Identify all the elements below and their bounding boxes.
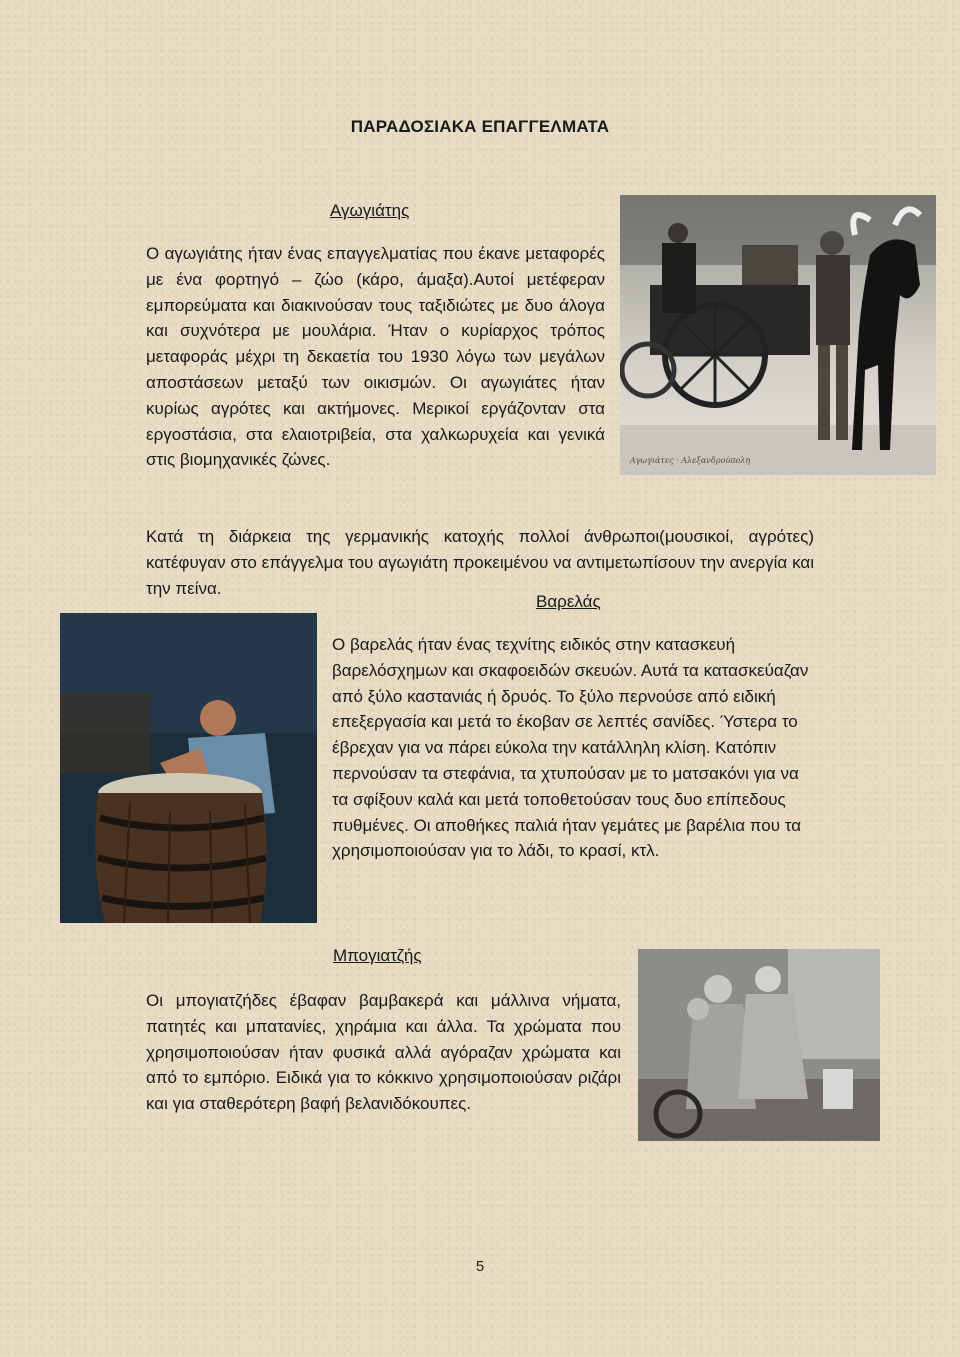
section-heading-varelas: Βαρελάς [536, 592, 601, 611]
cart-photo-caption: Αγωγιάτες · Αλεξανδρούπολη [630, 456, 751, 465]
section-heading-bogiatzis: Μπογιατζής [333, 946, 422, 965]
page-number: 5 [475, 1258, 485, 1275]
section-paragraph-varelas: Ο βαρελάς ήταν ένας τεχνίτης ειδικός στην κατασκευή βαρελόσχημων και σκαφοειδών σκευών. Αυτά τα κατασκεύαζαν από ξύλο καστανιάς ή δρυός. Το ξύλο περνούσε από ειδική επεξεργασία και μετά το έκοβαν σε λεπτές σανίδες. Ύστερα το έβρεχαν για να πάρει εύκολα την κατάλληλη κλίση. Κατόπιν περνούσαν τα στεφάνια, τα χτυπούσαν με το ματσακόνι για να τα σφίξουν καλά και μετά τοποθετούσαν τους δυο επίπεδους πυθμένες. Οι αποθήκες παλιά ήταν γεμάτες με βαρέλια που τα χρησιμοποιούσαν για το λάδι, το κρασί, κτλ. [332, 635, 809, 861]
section-paragraph-agogiatis: Ο αγωγιάτης ήταν ένας επαγγελματίας που έκανε μεταφορές με ένα φορτηγό – ζώο (κάρο, άμαξα).Αυτοί μετέφεραν εμπορεύματα και διακινούσαν τους ταξιδιώτες με δυο άλογα και συχνότερα με μουλάρια. Ήταν ο κυρίαρχος τρόπος μεταφοράς μέχρι τη δεκαετία του 1930 λόγω των μεγάλων αποστάσεων μεταξύ των οικισμών. Οι αγωγιάτες ήταν κυρίως αγρότες και ακτήμονες. Μερικοί εργάζονταν στα εργοστάσια, στα ελαιοτριβεία, στα χαλκωρυχεία και γενικά στις βιομηχανικές ζώνες. [146, 244, 605, 470]
dyers-photo [638, 949, 880, 1141]
cooper-photo [60, 613, 317, 923]
section-paragraph-bogiatzis: Οι μπογιατζήδες έβαφαν βαμβακερά και μάλλινα νήματα, πατητές και μπατανίες, χηράμια και άλλα. Τα χρώματα που χρησιμοποιούσαν ήταν φυσικά αλλά αγόραζαν χρώματα και από το εμπόριο. Ειδικά για το κόκκινο χρησιμοποιούσαν ριζάρι και για σταθερότερη βαφή βελανιδόκουπες. [146, 991, 621, 1114]
page-title: ΠΑΡΑΔΟΣΙΑΚΑ ΕΠΑΓΓΕΛΜΑΤΑ [350, 117, 610, 136]
section-paragraph-agogiatis-cont: Κατά τη διάρκεια της γερμανικής κατοχής πολλοί άνθρωποι(μουσικοί, αγρότες) κατέφυγαν στο επάγγελμα του αγωγιάτη προκειμένου να αντιμετωπίσουν την ανεργία και την πείνα. [146, 527, 814, 598]
section-heading-agogiatis: Αγωγιάτης [330, 201, 410, 220]
cart-photo [620, 195, 936, 475]
